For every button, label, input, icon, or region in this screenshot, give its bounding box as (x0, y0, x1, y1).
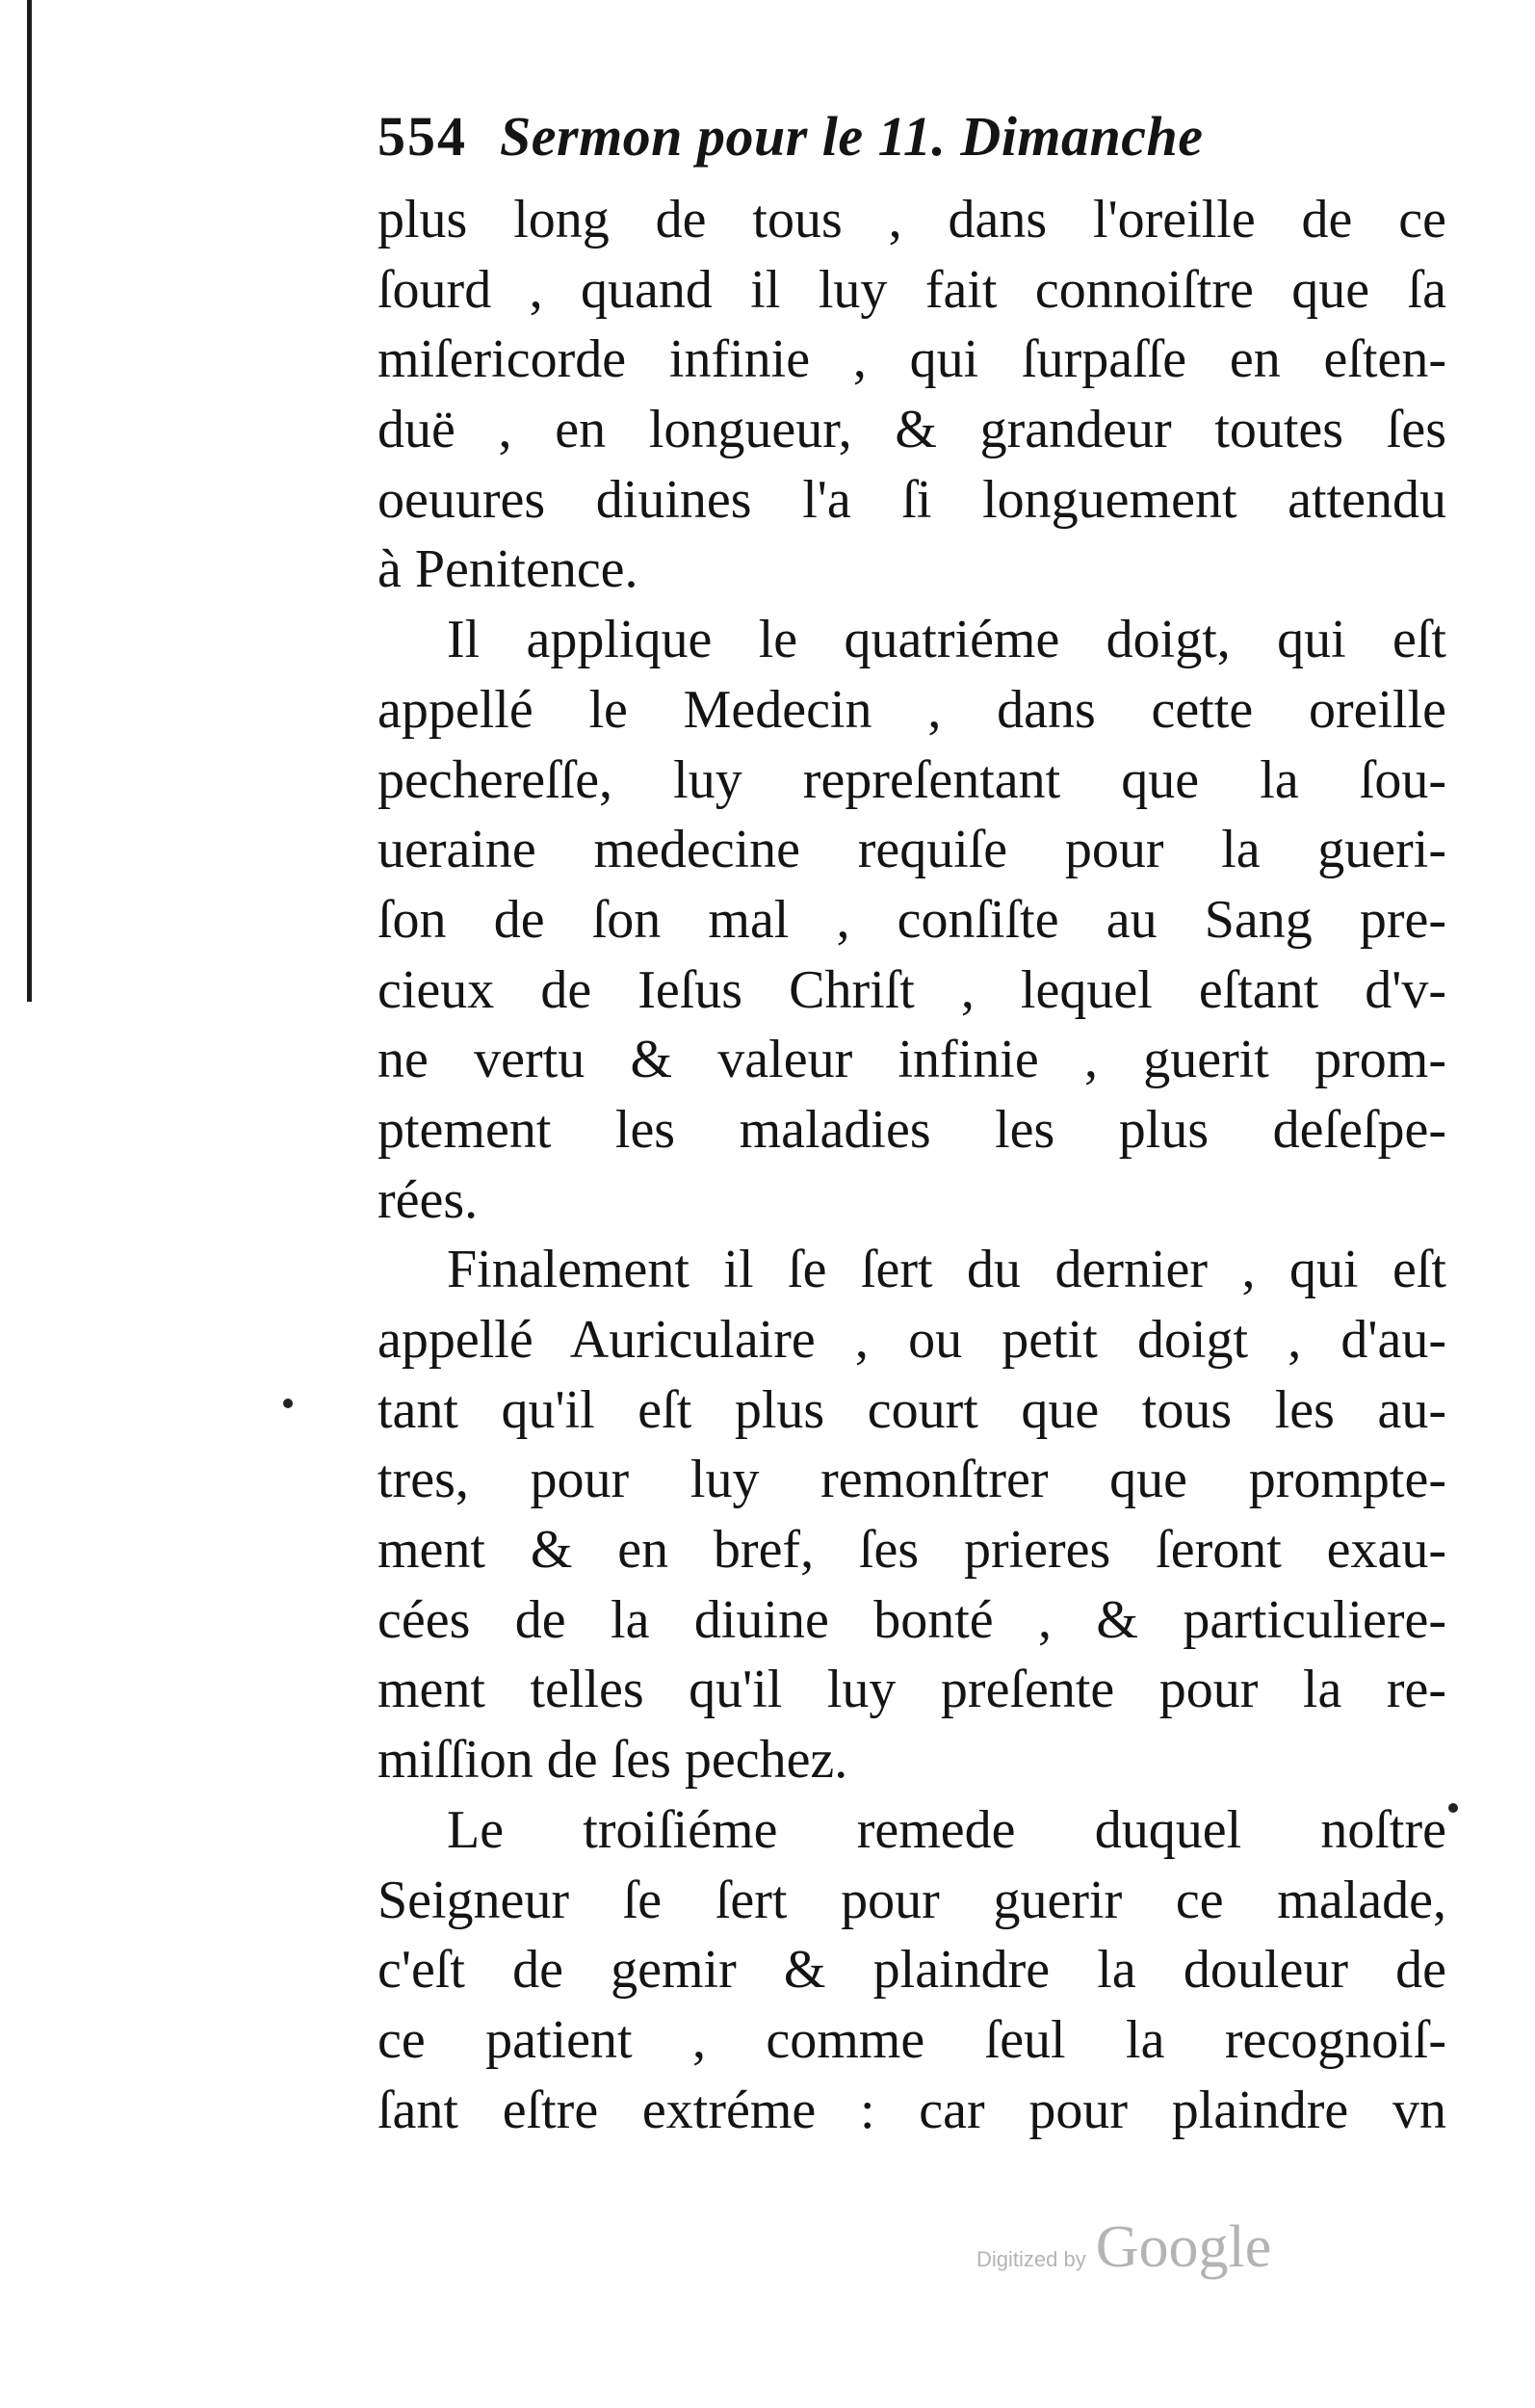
body-text (377, 185, 1446, 2145)
ink-speck (283, 1399, 293, 1408)
text-line: Seigneur ſe ſert pour guerir ce malade, (377, 1870, 1446, 1930)
text-line: rées. (377, 1169, 479, 1230)
text-line: ſant eſtre extréme : car pour plaindre vn (377, 2080, 1446, 2140)
paragraph-start-line: Finalement il ſe ſert du dernier , qui eſt (447, 1240, 1446, 1300)
text-line: ment & en bref, ſes prieres ſeront exau- (377, 1520, 1446, 1581)
text-line: miſſion de ſes pechez. (377, 1730, 848, 1791)
paragraph-start-line: Il applique le quatriéme doigt, qui eſt (447, 610, 1446, 670)
text-line: oeuures diuines l'a ſi longuement attendu (377, 469, 1446, 530)
text-line: à Penitence. (377, 539, 638, 600)
text-line: plus long de tous , dans l'oreille de ce (377, 190, 1446, 249)
text-line: ueraine medecine requiſe pour la gueri- (377, 820, 1446, 880)
text-line: c'eſt de gemir & plaindre la douleur de (377, 1940, 1446, 2001)
text-line: miſericorde infinie , qui ſurpaſſe en eſten- (377, 329, 1446, 390)
text-line: ce patient , comme ſeul la recognoiſ- (377, 2009, 1446, 2070)
text-line: appellé Auriculaire , ou petit doigt , d'au- (377, 1310, 1446, 1370)
watermark-prefix: Digitized by (976, 2247, 1086, 2271)
text-line: ſon de ſon mal , conſiſte au Sang pre- (377, 889, 1446, 950)
text-line: cées de la diuine bonté , & particuliere- (377, 1589, 1446, 1650)
page-number: 554 (377, 105, 467, 168)
text-line: tres, pour luy remonſtrer que prompte- (377, 1450, 1446, 1510)
ink-speck (1448, 1803, 1458, 1813)
text-line: appellé le Medecin , dans cette oreille (377, 679, 1446, 740)
text-line: pechereſſe, luy repreſentant que la ſou- (377, 749, 1446, 810)
paragraph-start-line: Le troiſiéme remede duquel noſtre (447, 1799, 1446, 1860)
digitized-watermark (976, 2213, 1271, 2282)
running-title: Sermon pour le 11. Dimanche (500, 105, 1204, 168)
text-line: cieux de Ieſus Chriſt , lequel eſtant d'v- (377, 959, 1446, 1020)
binding-edge (27, 0, 32, 1002)
text-line: ſourd , quand il luy fait connoiſtre que ſa (377, 259, 1446, 320)
text-line: ne vertu & valeur infinie , guerit prom- (377, 1030, 1446, 1090)
text-line: tant qu'il eſt plus court que tous les au- (377, 1379, 1446, 1440)
book-page (377, 104, 1446, 2145)
text-line: ptement les maladies les plus deſeſpe- (377, 1099, 1446, 1160)
google-logo: Google (1095, 2214, 1272, 2280)
text-line: ment telles qu'il luy preſente pour la re- (377, 1660, 1446, 1720)
text-line: duë , en longueur, & grandeur toutes ſes (377, 400, 1446, 460)
running-head (377, 104, 1446, 183)
